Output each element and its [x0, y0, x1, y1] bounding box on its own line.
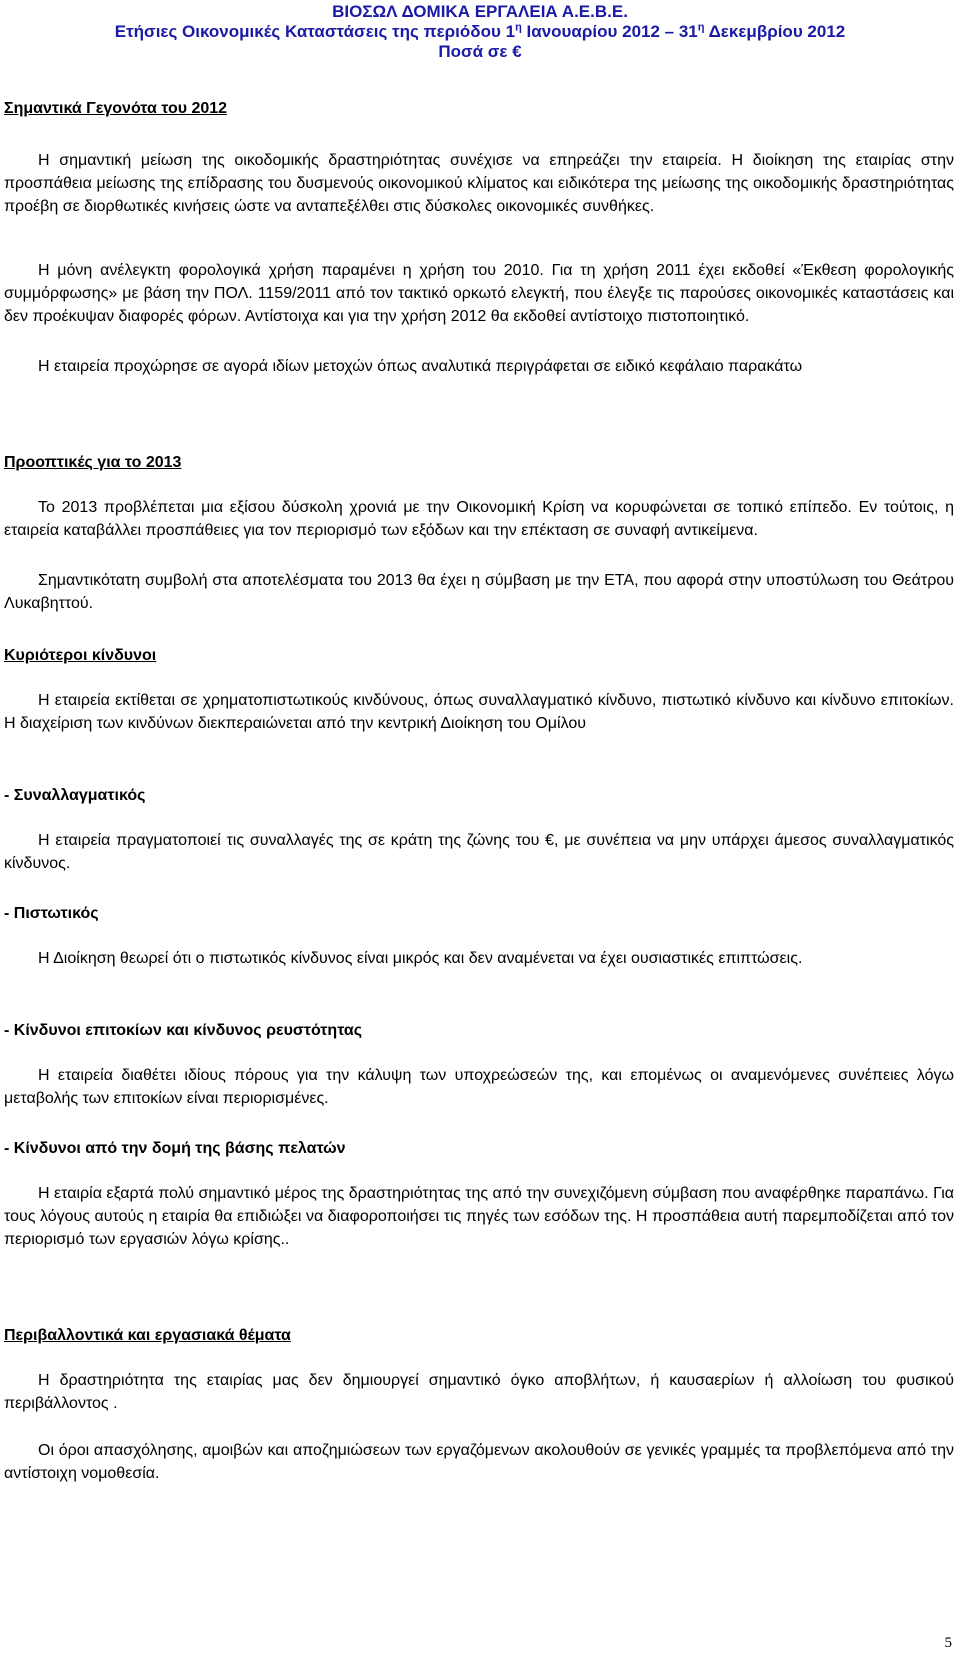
company-name: ΒΙΟΣΩΛ ΔΟΜΙΚΑ ΕΡΓΑΛΕΙΑ Α.Ε.Β.Ε.: [332, 2, 628, 21]
environment-paragraph-1: Η δραστηριότητα της εταιρίας μας δεν δημιουργεί σημαντικό όγκο αποβλήτων, ή καυσαερίων ή αλλοίωση του φυσικού περιβάλλοντος .: [4, 1372, 954, 1412]
client-base-risk-paragraph: Η εταιρία εξαρτά πολύ σημαντικό μέρος της δραστηριότητας της από την συνεχιζόμενη σύμβαση που αναφέρθηκε παραπάνω. Για τους λόγους αυτούς η εταιρία θα επιδιώξει να διαφοροποιήσει τις πηγές των εσόδων της. Η προσπάθεια αυτή παρεμποδίζεται από τον περιορισμό των εργασιών λόγω κρίσης..: [4, 1185, 954, 1248]
risks-paragraph: Η εταιρεία εκτίθεται σε χρηματοπιστωτικούς κινδύνους, όπως συναλλαγματικό κίνδυνο, πιστωτικό κίνδυνο και κίνδυνο επιτοκίων. Η διαχείριση των κινδύνων διεκπεραιώνεται από την κεντρική Διοίκηση του Ομίλου: [4, 692, 954, 732]
fx-risk-heading: - Συναλλαγματικός: [4, 787, 146, 804]
environment-paragraph-2: Οι όροι απασχόλησης, αμοιβών και αποζημιώσεων των εργαζόμενων ακολουθούν σε γενικές γραμμές τα προβλεπόμενα από την αντίστοιχη νομοθεσία.: [4, 1442, 954, 1482]
ordinal-sup-1: η: [515, 21, 522, 34]
credit-risk-paragraph: Η Διοίκηση θεωρεί ότι ο πιστωτικός κίνδυνος είναι μικρός και δεν αναμένεται να έχει ουσιαστικές επιπτώσεις.: [38, 950, 803, 967]
period-part-c: Δεκεμβρίου 2012: [704, 22, 846, 41]
rate-liquidity-risk-paragraph: Η εταιρεία διαθέτει ιδίους πόρους για την κάλυψη των υποχρεώσεών της, και επομένως οι αναμενόμενες συνέπειες λόγω μεταβολής των επιτοκίων είναι περιορισμένες.: [4, 1067, 954, 1107]
risks-heading: Κυριότεροι κίνδυνοι: [4, 647, 157, 664]
ordinal-sup-2: η: [697, 21, 705, 34]
outlook-paragraph-1: Το 2013 προβλέπεται μια εξίσου δύσκολη χρονιά με την Οικονομική Κρίση να κορυφώνεται σε τοπικό επίπεδο. Εν τούτοις, η εταιρεία καταβάλλει προσπάθειες για τον περιορισμό των εξόδων και την επέκταση σε συναφή αντικείμενα.: [4, 499, 954, 539]
period-part-b: Ιανουαρίου 2012 – 31: [521, 22, 698, 41]
outlook-paragraph-2: Σημαντικότατη συμβολή στα αποτελέσματα του 2013 θα έχει η σύμβαση με την ΕΤΑ, που αφορά στην υποστύλωση του Θεάτρου Λυκαβηττού.: [4, 572, 954, 612]
events-paragraph-3: Η εταιρεία προχώρησε σε αγορά ιδίων μετοχών όπως αναλυτικά περιγράφεται σε ειδικό κεφάλαιο παρακάτω: [38, 358, 803, 375]
environment-heading: Περιβαλλοντικά και εργασιακά θέματα: [4, 1327, 291, 1344]
page-number: 5: [944, 1635, 952, 1651]
period-part-a: Ετήσιες Οικονομικές Καταστάσεις της περιόδου 1: [114, 22, 516, 41]
rate-liquidity-risk-heading: - Κίνδυνοι επιτοκίων και κίνδυνος ρευστότητας: [4, 1022, 363, 1039]
outlook-heading: Προοπτικές για το 2013: [4, 454, 182, 471]
client-base-risk-heading: - Κίνδυνοι από την δομή της βάσης πελατών: [4, 1140, 346, 1157]
events-paragraph-2: Η μόνη ανέλεγκτη φορολογικά χρήση παραμένει η χρήση του 2010. Για τη χρήση 2011 έχει εκδοθεί «Έκθεση φορολογικής συμμόρφωσης» με βάση την ΠΟΛ. 1159/2011 από τον τακτικό ορκωτό ελεγκτή, που έλεγξε τις παρούσες οικονομικές καταστάσεις και δεν προέκυψαν διαφορές φόρων. Αντίστοιχα και για την χρήση 2012 θα εκδοθεί αντίστοιχο πιστοποιητικό.: [4, 262, 954, 325]
credit-risk-heading: - Πιστωτικός: [4, 905, 99, 922]
events-paragraph-1: Η σημαντική μείωση της οικοδομικής δραστηριότητας συνέχισε να επηρεάζει την εταιρεία. Η διοίκηση της εταιρίας στην προσπάθεια μείωσης της επίδρασης του δυσμενούς οικονομικού κλίματος και ειδικότερα της μείωσης της οικοδομικής δραστηριότητας προέβη σε διορθωτικές κινήσεις ώστε να ανταπεξέλθει στις δύσκολες οικονομικές συνθήκες.: [4, 152, 954, 215]
amounts-currency: Ποσά σε €: [438, 42, 522, 61]
fx-risk-paragraph: Η εταιρεία πραγματοποιεί τις συναλλαγές της σε κράτη της ζώνης του €, με συνέπεια να μην υπάρχει άμεσος συναλλαγματικός κίνδυνος.: [4, 832, 954, 872]
events-heading: Σημαντικά Γεγονότα του 2012: [4, 100, 228, 117]
period-title: [0, 22, 960, 42]
